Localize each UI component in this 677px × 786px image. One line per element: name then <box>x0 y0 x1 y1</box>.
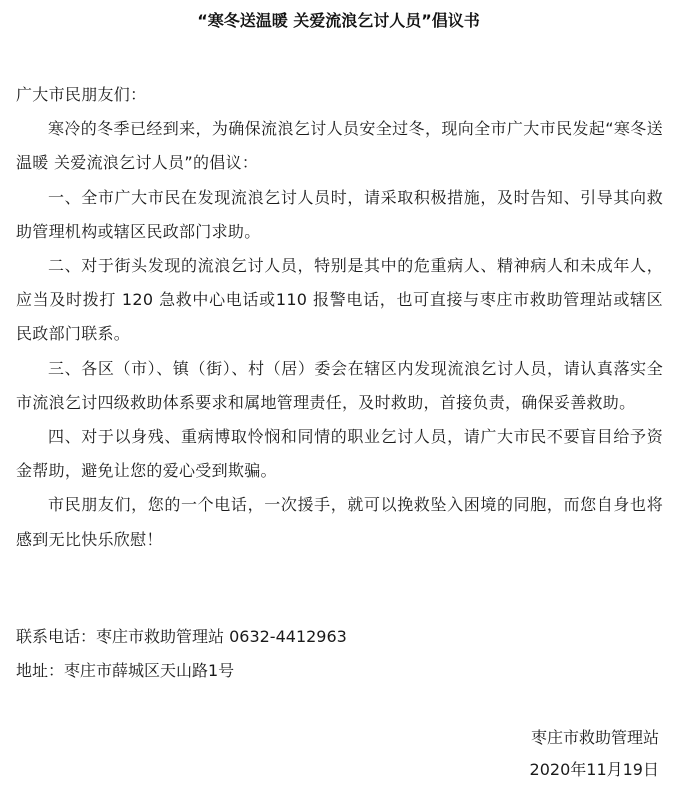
paragraph-closing: 市民朋友们，您的一个电话，一次援手，就可以挽救坠入困境的同胞，而您自身也将感到无比快乐欣慰！ <box>16 495 663 549</box>
paragraph-item-3: 三、各区（市）、镇（街）、村（居）委会在辖区内发现流浪乞讨人员，请认真落实全市流浪乞讨四级救助体系要求和属地管理责任，及时救助，首接负责，确保妥善救助。 <box>16 358 663 412</box>
signature-block <box>530 722 659 786</box>
paragraph-item-4: 四、对于以身残、重病博取怜悯和同情的职业乞讨人员，请广大市民不要盲目给予资金帮助，避免让您的爱心受到欺骗。 <box>16 427 663 481</box>
contact-phone: 联系电话：枣庄市救助管理站 0632-4412963 <box>16 627 347 646</box>
signature-org: 枣庄市救助管理站 <box>530 728 659 747</box>
paragraph-intro: 寒冷的冬季已经到来，为确保流浪乞讨人员安全过冬，现向全市广大市民发起“寒冬送温暖 关爱流浪乞讨人员”的倡议： <box>16 119 663 173</box>
greeting: 广大市民朋友们： <box>16 85 147 104</box>
contact-info <box>16 620 663 688</box>
signature-date: 2020年11月19日 <box>529 760 659 779</box>
document-title: “寒冬送温暖 关爱流浪乞讨人员”倡议书 <box>197 11 480 30</box>
contact-address: 地址：枣庄市薛城区天山路1号 <box>16 661 235 680</box>
document-body <box>16 78 663 557</box>
paragraph-item-1: 一、全市广大市民在发现流浪乞讨人员时，请采取积极措施，及时告知、引导其向救助管理机构或辖区民政部门求助。 <box>16 187 663 241</box>
paragraph-item-2: 二、对于街头发现的流浪乞讨人员，特别是其中的危重病人、精神病人和未成年人，应当及时拨打 120 急救中心电话或110 报警电话，也可直接与枣庄市救助管理站或辖区民政部门联系。 <box>16 256 663 344</box>
